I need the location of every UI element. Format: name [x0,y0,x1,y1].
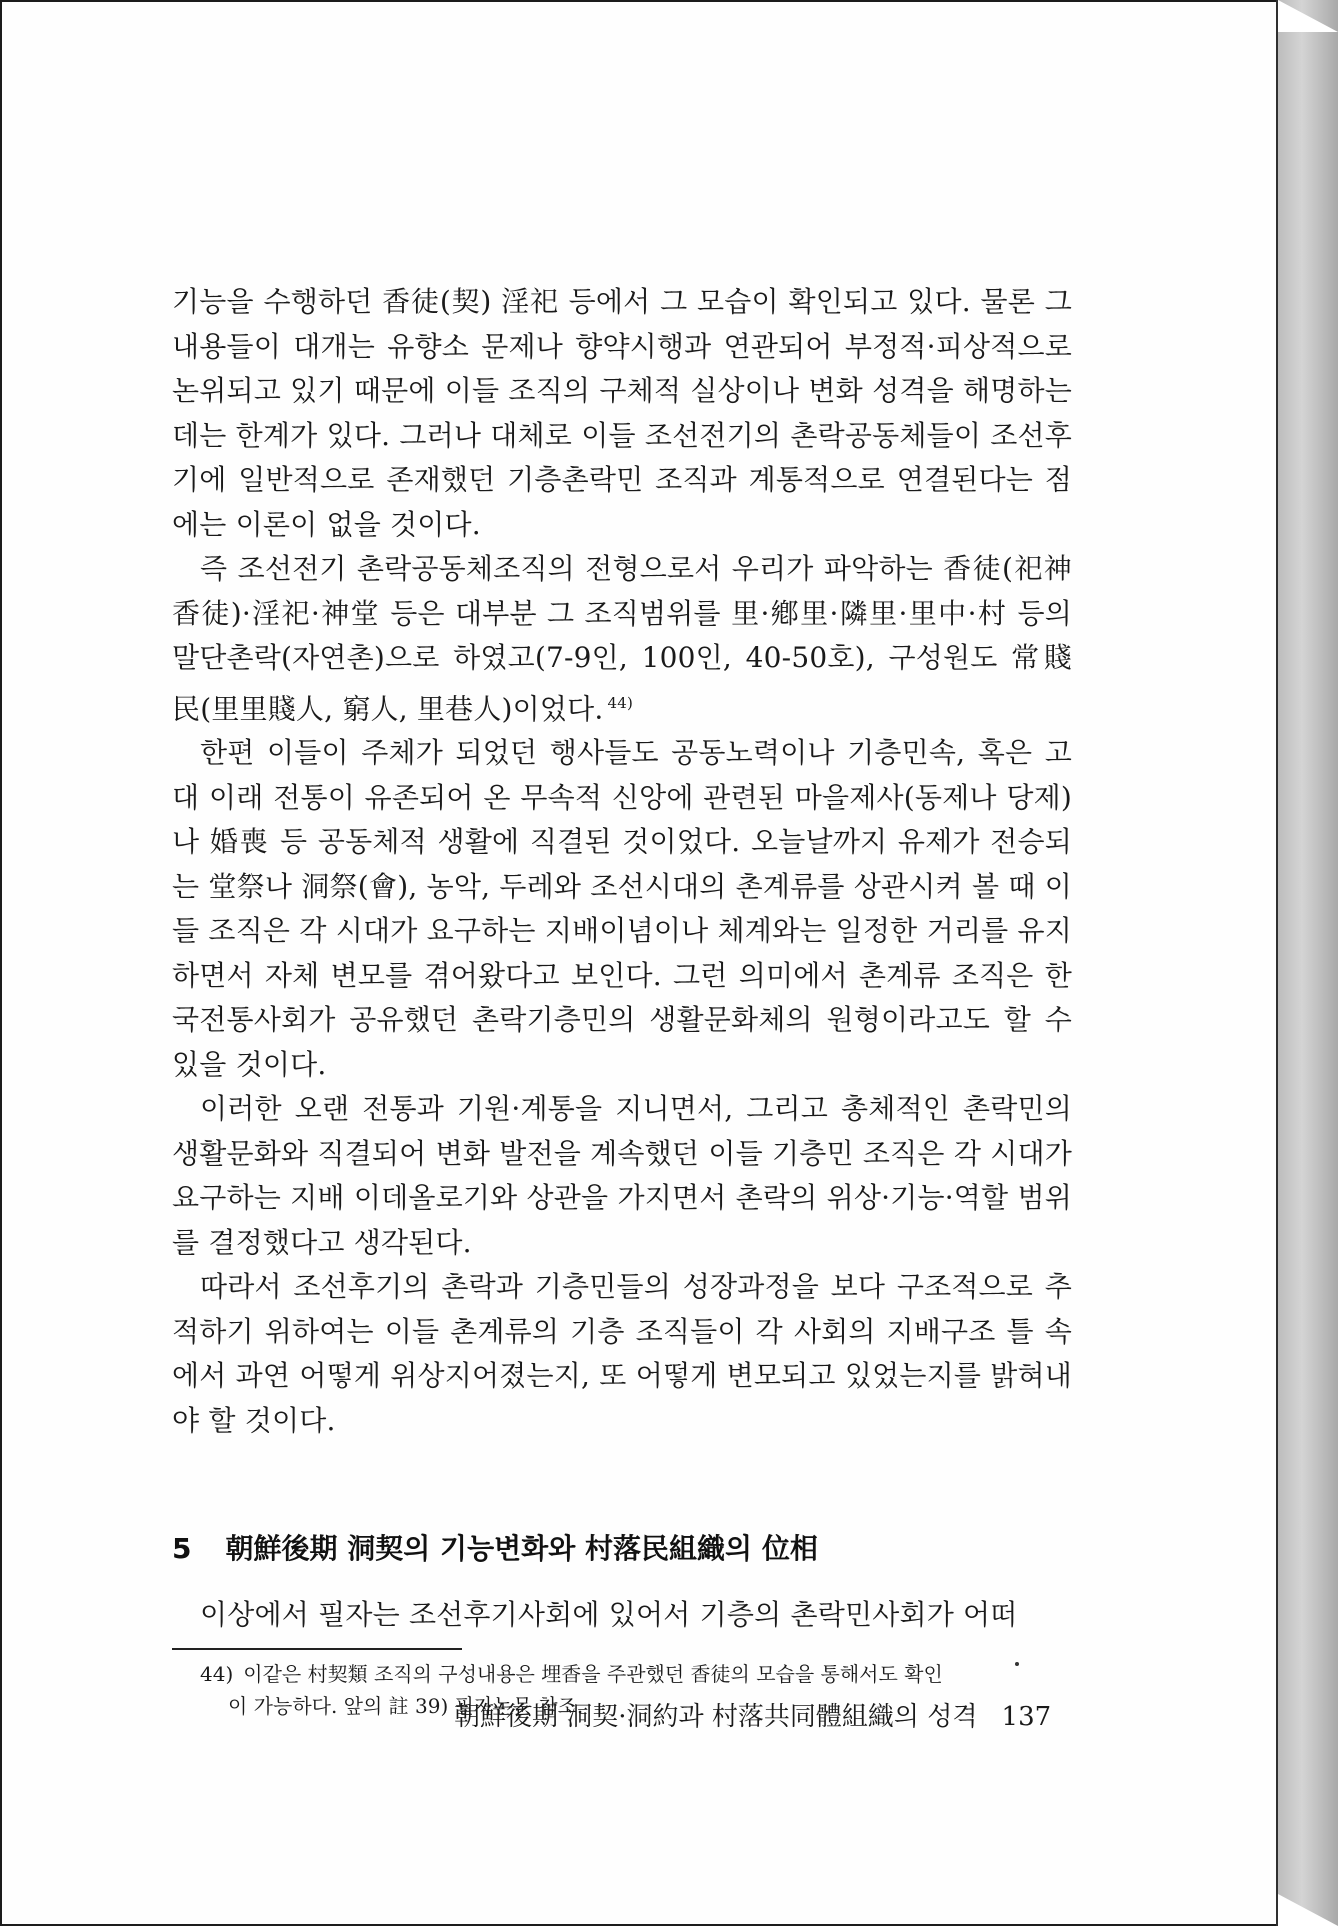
paragraph-1: 기능을 수행하던 香徒(契) 淫祀 등에서 그 모습이 확인되고 있다. 물론 그 내용들이 대개는 유향소 문제나 향약시행과 연관되어 부정적·피상적으로 논위되고 있기 때문에 이들 조직의 구체적 실상이나 변화 성격을 해명하는 데는 한계가 있다. 그러나 대체로 이들 조선전기의 촌락공동체들이 조선후기에 일반적으로 존재했던 기층촌락민 조직과 계통적으로 연결된다는 점에는 이론이 없을 것이다. [172,285,1072,541]
footnote-reference: 44) [607,693,634,712]
section-number: 5 [172,1532,192,1566]
paragraph-3: 한편 이들이 주체가 되었던 행사들도 공동노력이나 기층민속, 혹은 고대 이래 전통이 유존되어 온 무속적 신앙에 관련된 마을제사(동제나 당제)나 婚喪 등 공동체적 생활에 직결된 것이었다. 오늘날까지 유제가 전승되는 堂祭나 洞祭(會), 농악, 두레와 조선시대의 촌계류를 상관시켜 볼 때 이들 조직은 각 시대가 요구하는 지배이념이나 체계와는 일정한 거리를 유지하면서 자체 변모를 겪어왔다고 보인다. 그런 의미에서 촌계류 조직은 한국전통사회가 공유했던 촌락기층민의 생활문화체의 원형이라고도 할 수 있을 것이다. [172,736,1072,1081]
paragraph-2-text: 즉 조선전기 촌락공동체조직의 전형으로서 우리가 파악하는 香徒(祀神香徒)·淫祀·神堂 등은 대부분 그 조직범위를 里·鄕里·隣里·里中·村 등의 말단촌락(자연촌)으로 하였고(7-9인, 100인, 40-50호), 구성원도 常賤民(里里賤人, 窮人, 里巷人)이었다. [172,552,1072,725]
section-title: 朝鮮後期 洞契의 기능변화와 村落民組織의 位相 [225,1532,818,1566]
footnote-divider [172,1648,462,1650]
footnote-mark: 44) [200,1661,234,1686]
running-footer [454,1696,1054,1733]
page-content [172,280,1072,1722]
footnote-line-2: 이 가능하다. 앞의 註 39) 필자논문 참조. [228,1693,584,1718]
paragraph-4: 이러한 오랜 전통과 기원·계통을 지니면서, 그리고 총체적인 촌락민의 생활문화와 직결되어 변화 발전을 계속했던 이들 기층민 조직은 각 시대가 요구하는 지배 이데올로기와 상관을 가지면서 촌락의 위상·기능·역할 범위를 결정했다고 생각된다. [172,1092,1072,1259]
scan-speck [1015,1662,1019,1666]
page-number: 137 [1001,1702,1052,1732]
running-title: 朝鮮後期 洞契·洞約과 村落共同體組織의 성격 [454,1702,978,1732]
paragraph-2 [172,547,1072,731]
section-heading [172,1529,1072,1569]
paragraph-5: 따라서 조선후기의 촌락과 기층민들의 성장과정을 보다 구조적으로 추적하기 위하여는 이들 촌계류의 기층 조직들이 각 사회의 지배구조 틀 속에서 과연 어떻게 위상지어졌는지, 또 어떻게 변모되고 있었는지를 밝혀내야 할 것이다. [172,1270,1072,1437]
section-opening-line: 이상에서 필자는 조선후기사회에 있어서 기층의 촌락민사회가 어떠 [200,1598,1018,1632]
footnote-line-1: 이같은 村契類 조직의 구성내용은 埋香을 주관했던 香徒의 모습을 통해서도 확인 [243,1661,943,1686]
page-stack-edge [1276,0,1338,1926]
book-page [2,2,1276,1924]
